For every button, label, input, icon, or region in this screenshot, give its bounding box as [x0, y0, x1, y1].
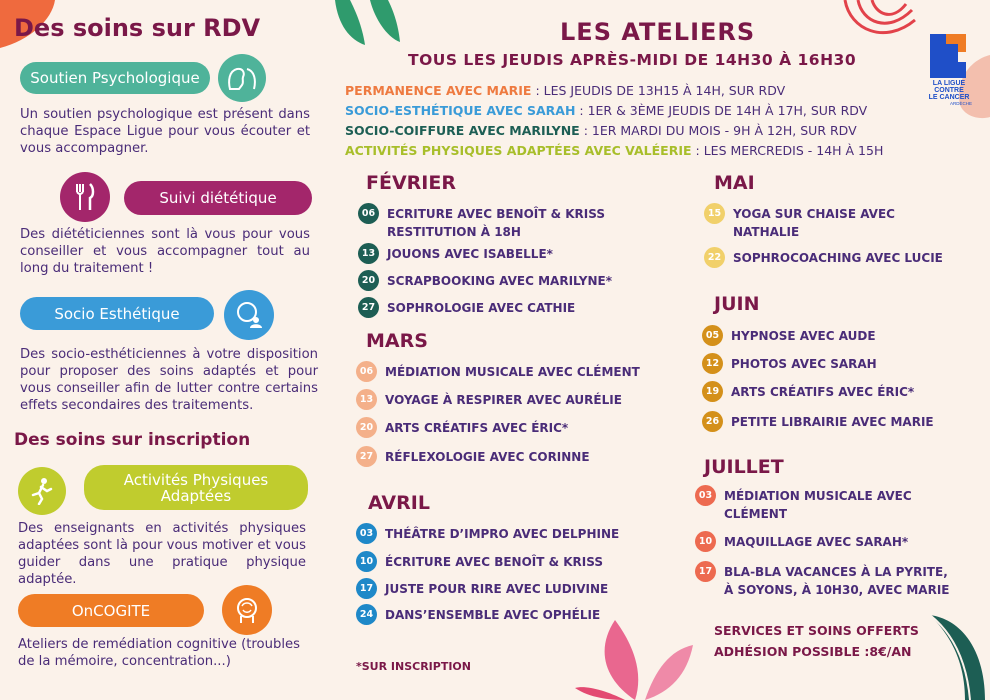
activity-text: BLA-BLA VACANCES À LA PYRITE, — [724, 565, 948, 579]
list-item — [356, 363, 640, 382]
day-badge: 19 — [702, 381, 723, 402]
logo-line-3: LE CANCER — [928, 94, 970, 101]
oncogite-pill — [18, 594, 204, 627]
list-item — [356, 391, 622, 410]
activity-text: PETITE LIBRAIRIE AVEC MARIE — [731, 415, 934, 429]
activity-text: PHOTOS AVEC SARAH — [731, 357, 877, 371]
day-badge: 10 — [695, 531, 716, 552]
activity-text-line2: CLÉMENT — [724, 507, 788, 521]
activity-text: MAQUILLAGE AVEC SARAH* — [724, 535, 909, 549]
activity-text: RÉFLEXOLOGIE AVEC CORINNE — [385, 450, 590, 464]
rdv-section-title: Des soins sur RDV — [14, 14, 261, 42]
activity-text-line2: À SOYONS, À 10H30, AVEC MARIE — [724, 583, 950, 597]
info-permanence — [345, 83, 785, 98]
day-badge: 15 — [704, 203, 725, 224]
logo-line-1: LA LIGUE — [932, 80, 966, 87]
day-badge: 13 — [358, 243, 379, 264]
day-badge: 26 — [702, 411, 723, 432]
day-badge: 24 — [356, 604, 377, 625]
day-badge: 17 — [695, 561, 716, 582]
services-line-2: ADHÉSION POSSIBLE :8€/AN — [714, 644, 912, 659]
list-item — [695, 533, 908, 552]
activity-text: SCRAPBOOKING AVEC MARILYNE* — [387, 274, 613, 288]
info-socio-coiffure-label: SOCIO-COIFFURE AVEC MARILYNE — [345, 123, 580, 138]
day-badge: 27 — [358, 297, 379, 318]
socio-esthetique-pill — [20, 297, 214, 330]
soutien-psychologique-pill — [20, 62, 210, 94]
month-avril: AVRIL — [368, 492, 430, 514]
list-item — [358, 205, 605, 241]
month-juin: JUIN — [714, 293, 760, 315]
info-permanence-label: PERMANENCE AVEC MARIE — [345, 83, 532, 98]
logo-line-2: CONTRE — [934, 87, 964, 94]
list-item — [356, 606, 600, 625]
green-leaves-decoration — [330, 0, 420, 50]
inscription-section-title: Des soins sur inscription — [14, 430, 251, 450]
running-person-icon — [18, 467, 66, 515]
logo-line-4: ARDÈCHE — [949, 101, 972, 106]
day-badge: 03 — [695, 485, 716, 506]
brain-head-icon — [222, 585, 272, 635]
list-item — [702, 383, 914, 402]
activity-text: SOPHROLOGIE AVEC CATHIE — [387, 301, 576, 315]
activites-physiques-label: Activités Physiques Adaptées — [123, 470, 269, 505]
ateliers-title: LES ATELIERS — [560, 18, 756, 46]
day-badge: 10 — [356, 551, 377, 572]
info-socio-esthetique-detail: : 1ER & 3ÈME JEUDIS DE 14H À 17H, SUR RDV — [575, 103, 868, 118]
mirror-person-icon — [224, 290, 274, 340]
day-badge: 27 — [356, 446, 377, 467]
day-badge: 13 — [356, 389, 377, 410]
activity-text: HYPNOSE AVEC AUDE — [731, 329, 876, 343]
socio-esthetique-label: Socio Esthétique — [54, 304, 180, 323]
list-item — [358, 245, 553, 264]
day-badge: 12 — [702, 353, 723, 374]
info-permanence-detail: : LES JEUDIS DE 13H15 À 14H, SUR RDV — [531, 83, 786, 98]
inscription-footnote: *SUR INSCRIPTION — [356, 660, 471, 673]
oncogite-text: Ateliers de remédiation cognitive (troubles de la mémoire, concentration...) — [18, 637, 300, 669]
day-badge: 20 — [358, 270, 379, 291]
ligue-logo-mark — [928, 32, 968, 80]
activity-text: JUSTE POUR RIRE AVEC LUDIVINE — [385, 582, 609, 596]
month-mars: MARS — [366, 330, 428, 352]
services-offerts-text — [714, 620, 919, 662]
suivi-dietetique-label: Suivi diététique — [159, 189, 277, 207]
suivi-dietetique-text: Des diététiciennes sont là vous pour vous conseiller et vous accompagner tout au long du traitement ! — [20, 227, 310, 276]
day-badge: 22 — [704, 247, 725, 268]
activity-text: ARTS CRÉATIFS AVEC ÉRIC* — [385, 421, 569, 435]
list-item — [358, 299, 575, 318]
list-item — [704, 205, 895, 241]
activity-text: ARTS CRÉATIFS AVEC ÉRIC* — [731, 385, 915, 399]
day-badge: 03 — [356, 523, 377, 544]
list-item — [356, 448, 590, 467]
activity-text: ECRITURE AVEC BENOÎT & KRISS — [387, 207, 606, 221]
list-item — [695, 563, 949, 599]
activity-text: MÉDIATION MUSICALE AVEC — [724, 489, 912, 503]
list-item — [356, 553, 603, 572]
psychology-heads-icon — [218, 54, 266, 102]
day-badge: 17 — [356, 578, 377, 599]
suivi-dietetique-pill — [124, 181, 312, 215]
info-socio-esthetique-label: SOCIO-ESTHÉTIQUE AVEC SARAH — [345, 103, 576, 118]
activity-text: SOPHROCOACHING AVEC LUCIE — [733, 251, 943, 265]
info-socio-coiffure-detail: : 1ER MARDI DU MOIS - 9H À 12H, SUR RDV — [579, 123, 857, 138]
list-item — [356, 419, 568, 438]
list-item — [695, 487, 912, 523]
activity-text: THÉÂTRE D’IMPRO AVEC DELPHINE — [385, 527, 620, 541]
activity-text-line2: NATHALIE — [733, 225, 800, 239]
oncogite-label: OnCOGITE — [71, 601, 151, 620]
activity-text: YOGA SUR CHAISE AVEC — [733, 207, 895, 221]
info-socio-coiffure — [345, 123, 857, 138]
activity-text: VOYAGE À RESPIRER AVEC AURÉLIE — [385, 393, 622, 407]
info-socio-esthetique — [345, 103, 867, 118]
day-badge: 06 — [356, 361, 377, 382]
activity-text: ÉCRITURE AVEC BENOÎT & KRISS — [385, 555, 604, 569]
fork-knife-icon — [60, 172, 110, 222]
info-activites-physiques — [345, 143, 883, 158]
month-juillet: JUILLET — [704, 456, 784, 478]
activites-physiques-pill — [84, 465, 308, 510]
list-item — [356, 580, 608, 599]
month-fevrier: FÉVRIER — [366, 172, 456, 194]
activity-text: MÉDIATION MUSICALE AVEC CLÉMENT — [385, 365, 640, 379]
ligue-logo — [926, 32, 972, 112]
day-badge: 06 — [358, 203, 379, 224]
info-activites-physiques-label: ACTIVITÉS PHYSIQUES ADAPTÉES AVEC VALÉERIE — [345, 143, 692, 158]
day-badge: 05 — [702, 325, 723, 346]
activity-text: DANS’ENSEMBLE AVEC OPHÉLIE — [385, 608, 601, 622]
soutien-psychologique-text: Un soutien psychologique est présent dans chaque Espace Ligue pour vous écouter et vous accompagner. — [20, 107, 310, 156]
list-item — [704, 249, 943, 268]
soutien-psychologique-label: Soutien Psychologique — [30, 69, 200, 87]
activity-text: JOUONS AVEC ISABELLE* — [387, 247, 553, 261]
month-mai: MAI — [714, 172, 755, 194]
list-item — [358, 272, 612, 291]
list-item — [356, 525, 619, 544]
dark-green-leaf-decoration — [925, 610, 990, 700]
day-badge: 20 — [356, 417, 377, 438]
services-line-1: SERVICES ET SOINS OFFERTS — [714, 623, 919, 638]
list-item — [702, 327, 876, 346]
info-activites-physiques-detail: : LES MERCREDIS - 14H À 15H — [691, 143, 884, 158]
red-swirl-decoration — [840, 0, 920, 50]
activity-text-line2: RESTITUTION À 18H — [387, 225, 521, 239]
list-item — [702, 355, 877, 374]
socio-esthetique-text: Des socio-esthéticiennes à votre disposition pour proposer des soins adaptés et pour vous conseiller afin de lutter contre certains effets secondaires des traitements. — [20, 347, 318, 413]
activites-physiques-text: Des enseignants en activités physiques adaptées sont là pour vous motiver et vous guider dans une pratique physique adaptée. — [18, 521, 306, 587]
ateliers-subtitle: TOUS LES JEUDIS APRÈS-MIDI DE 14H30 À 16H30 — [408, 51, 857, 69]
list-item — [702, 413, 934, 432]
